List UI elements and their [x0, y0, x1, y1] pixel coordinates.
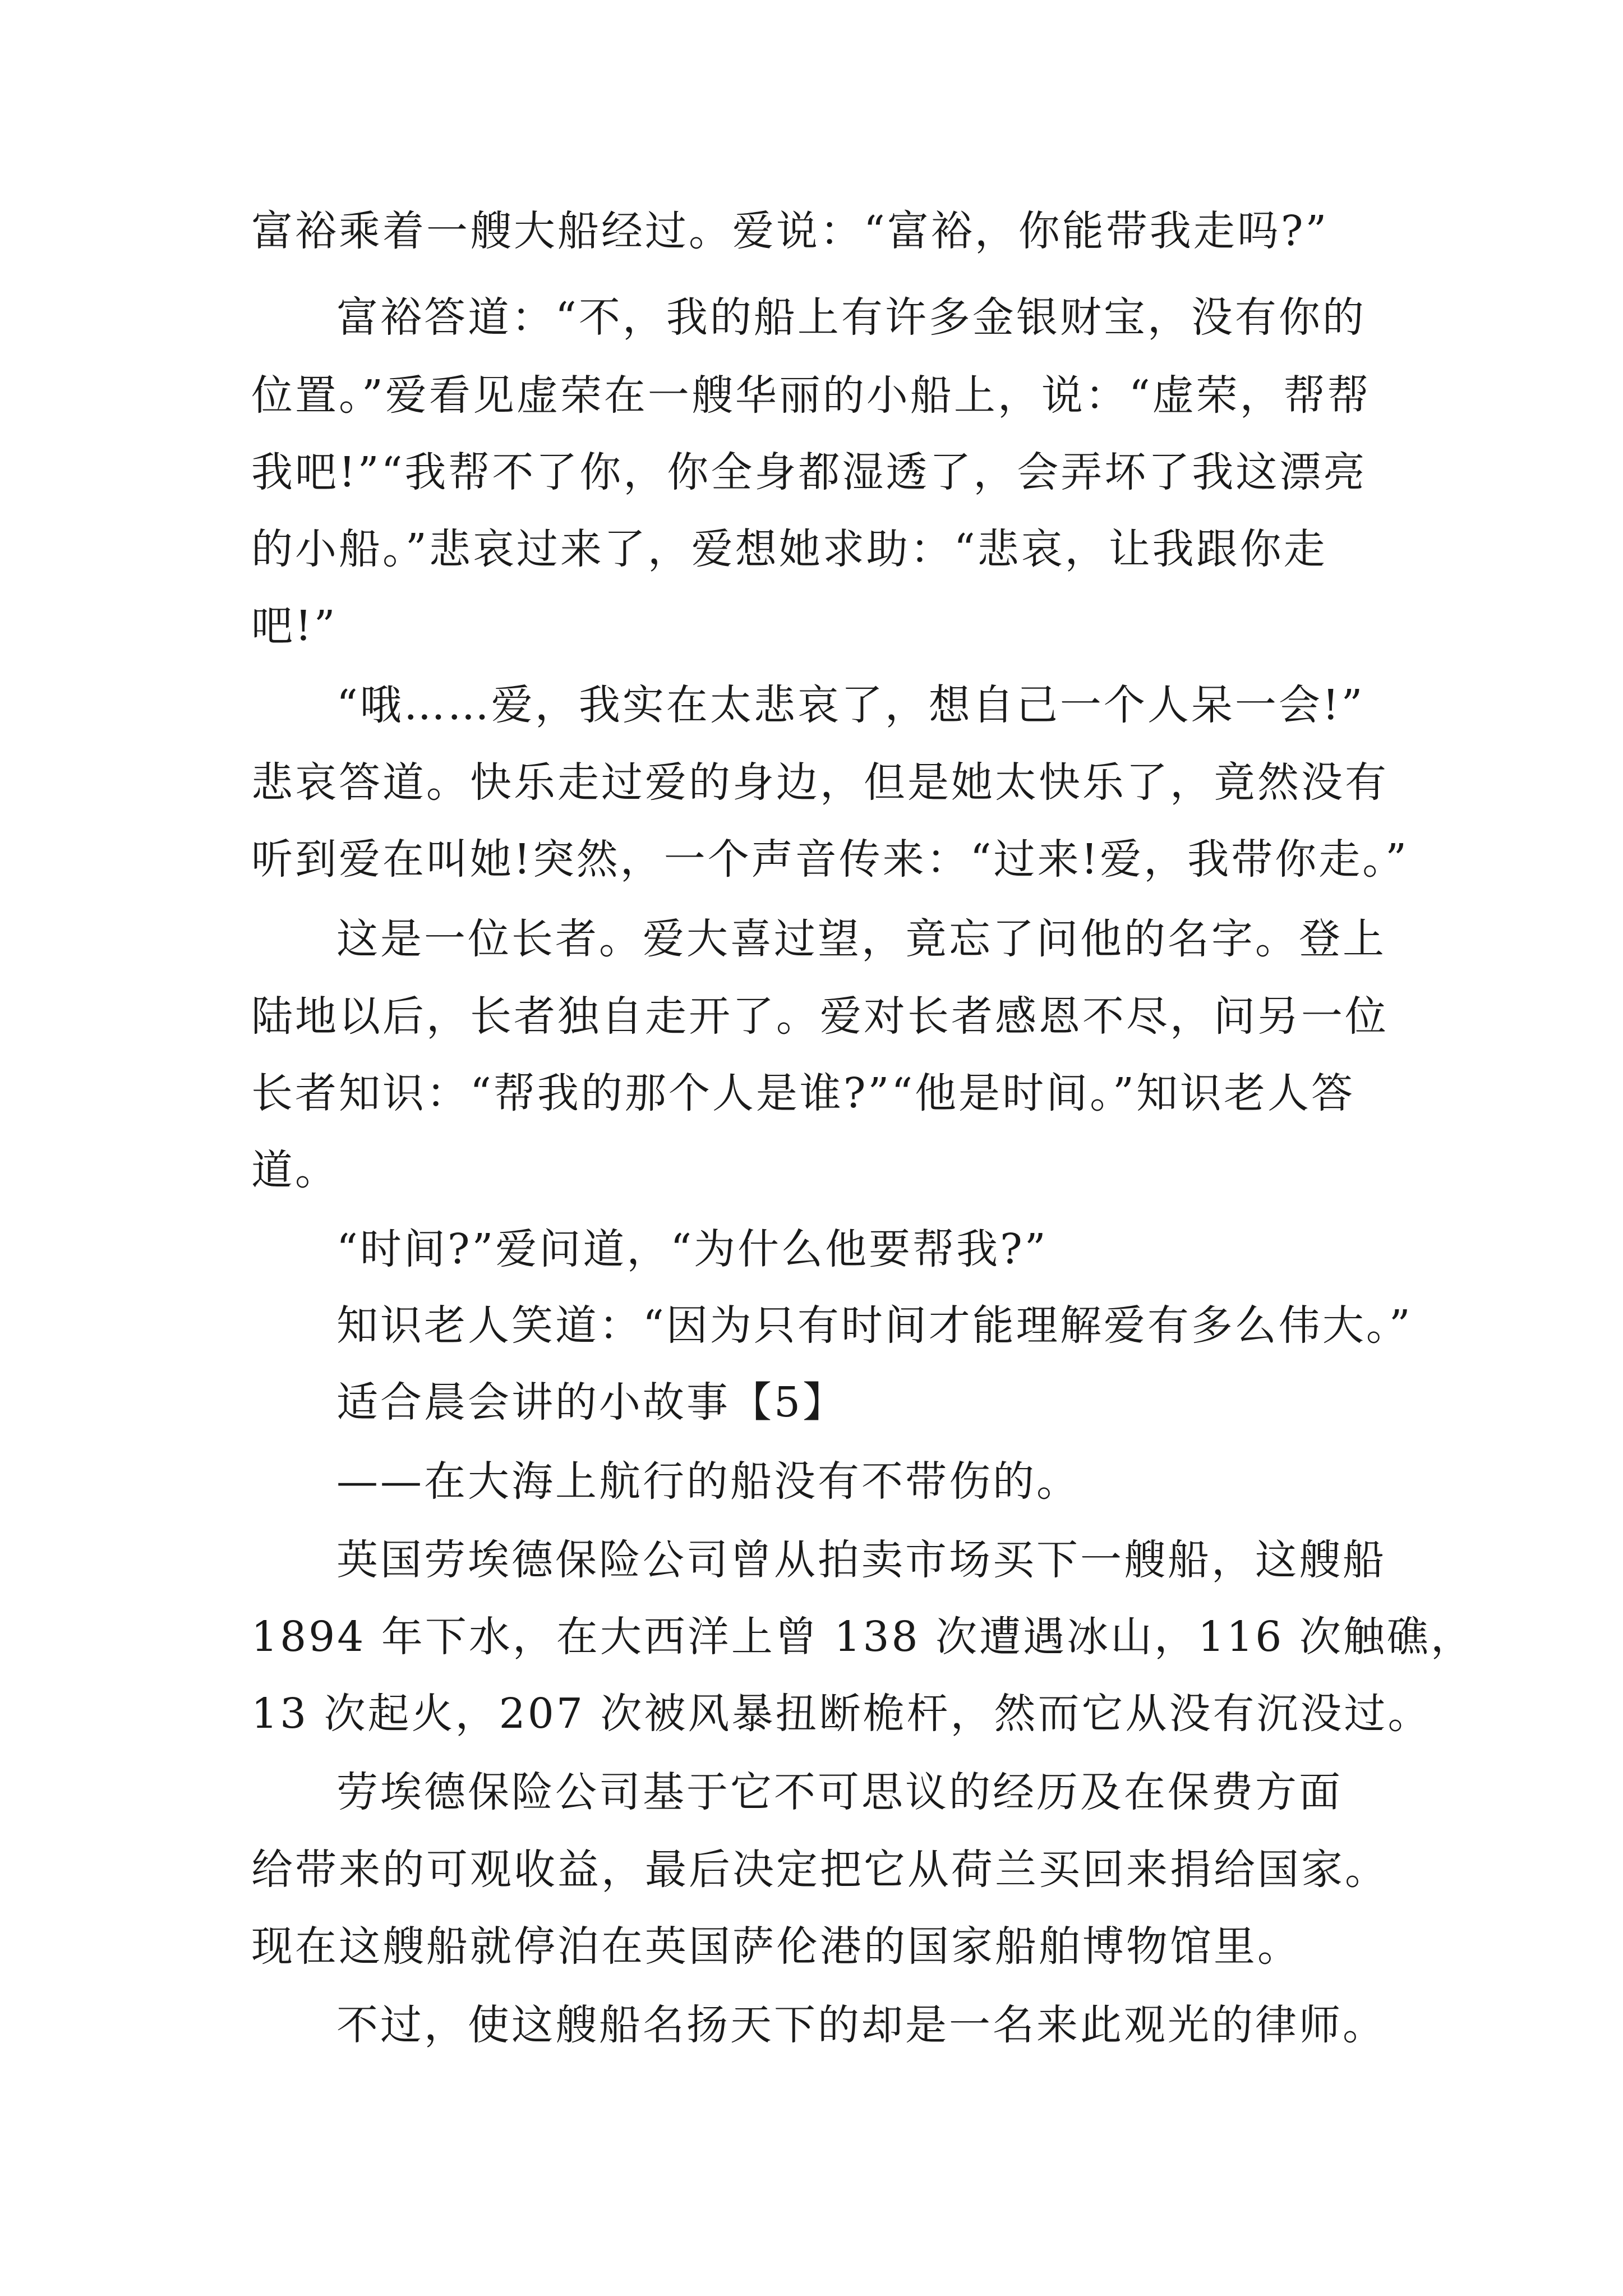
text-line: 吧!”: [251, 602, 338, 650]
text-line: “哦……爱，我实在太悲哀了，想自己一个人呆一会!”: [336, 681, 1365, 729]
text-line: 的小船。”悲哀过来了，爱想她求助：“悲哀，让我跟你走: [251, 525, 1327, 573]
text-line: 听到爱在叫她!突然，一个声音传来：“过来!爱，我带你走。”: [251, 835, 1409, 884]
text-line: 我吧!”“我帮不了你，你全身都湿透了，会弄坏了我这漂亮: [251, 448, 1367, 496]
text-line: 富裕乘着一艘大船经过。爱说：“富裕，你能带我走吗?”: [251, 207, 1329, 255]
text-line: 劳埃德保险公司基于它不可思议的经历及在保费方面: [336, 1768, 1343, 1816]
text-line: 道。: [251, 1146, 339, 1194]
text-line: 这是一位长者。爱大喜过望，竟忘了问他的名字。登上: [336, 915, 1386, 963]
section-heading: 适合晨会讲的小故事【5】: [336, 1378, 847, 1427]
text-line: 富裕答道：“不，我的船上有许多金银财宝，没有你的: [336, 293, 1366, 342]
text-line: 给带来的可观收益，最后决定把它从荷兰买回来捐给国家。: [251, 1846, 1389, 1894]
text-line: 13 次起火，207 次被风暴扭断桅杆，然而它从没有沉没过。: [251, 1690, 1432, 1738]
text-line: 1894 年下水，在大西洋上曾 138 次遭遇冰山，116 次触礁，: [251, 1613, 1474, 1661]
text-line: 长者知识：“帮我的那个人是谁?”“他是时间。”知识老人答: [251, 1069, 1355, 1117]
text-line: 位置。”爱看见虚荣在一艘华丽的小船上，说：“虚荣，帮帮: [251, 371, 1371, 420]
text-line: 悲哀答道。快乐走过爱的身边，但是她太快乐了，竟然没有: [251, 758, 1389, 807]
text-line: 现在这艘船就停泊在英国萨伦港的国家船舶博物馆里。: [251, 1922, 1301, 1971]
text-line: 不过，使这艘船名扬天下的却是一名来此观光的律师。: [336, 2001, 1386, 2049]
text-line: 知识老人笑道：“因为只有时间才能理解爱有多么伟大。”: [336, 1301, 1413, 1350]
text-line: “时间?”爱问道，“为什么他要帮我?”: [336, 1225, 1048, 1273]
text-line: 英国劳埃德保险公司曾从拍卖市场买下一艘船，这艘船: [336, 1536, 1386, 1584]
text-line: 陆地以后，长者独自走开了。爱对长者感恩不尽，问另一位: [251, 992, 1389, 1041]
text-line: ——在大海上航行的船没有不带伤的。: [336, 1457, 1080, 1506]
